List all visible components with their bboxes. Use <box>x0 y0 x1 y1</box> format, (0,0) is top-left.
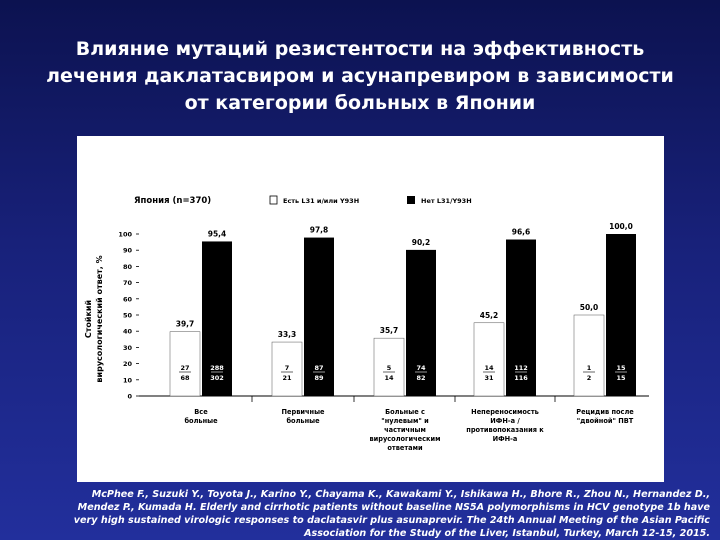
bar-value-label: 97,8 <box>309 225 329 235</box>
x-category-label-line: вирусологическим <box>369 435 441 443</box>
legend-swatch-present <box>270 196 277 204</box>
chart-panel <box>77 136 664 482</box>
bar-count-total: 116 <box>514 374 528 382</box>
x-category-label-line: больные <box>184 417 218 425</box>
bar-count-responders: 14 <box>484 364 494 372</box>
bar-count-total: 302 <box>210 374 224 382</box>
y-axis-label-line: вирусологический ответ, % <box>95 255 104 383</box>
bar-with-mutation <box>474 323 504 396</box>
x-category-label <box>369 408 440 452</box>
x-category-label-line: ответами <box>387 444 423 452</box>
bar-count-responders: 1 <box>586 364 592 372</box>
bar-value-label: 96,6 <box>511 227 531 237</box>
x-category-label-line: Первичные <box>281 408 325 416</box>
x-category-label-line: "двойной" ПВТ <box>576 417 634 425</box>
x-category-label-line: частичным <box>384 426 426 434</box>
y-tick-label: 70 <box>122 279 132 288</box>
bar-count-responders: 15 <box>616 364 626 372</box>
citation-line: very high sustained virologic responses to daclatasvir plus asunaprevir. The 24th Annual Meeting of the Asian Pacific <box>73 515 710 526</box>
y-tick-label: 40 <box>122 327 132 336</box>
citation-line: Mendez P., Kumada H. Elderly and cirrhotic patients without baseline NS5A polymorphisms in HCV genotype 1b have <box>77 502 710 513</box>
x-category-label-line: Больные с <box>385 408 425 416</box>
x-category-label <box>466 408 544 443</box>
x-category-label-line: Непереносимость <box>471 408 539 416</box>
y-tick-label: 60 <box>122 295 132 304</box>
bar-with-mutation <box>574 315 604 396</box>
slide-title-line: от категории больных в Японии <box>184 92 536 114</box>
bar-count-total: 68 <box>180 374 190 382</box>
slide-title-line: Влияние мутаций резистентости на эффективность <box>75 38 645 60</box>
y-tick-label: 90 <box>122 246 132 255</box>
bar-value-label: 50,0 <box>579 303 599 312</box>
citation-line: McPhee F., Suzuki Y., Toyota J., Karino Y., Chayama K., Kawakami Y., Ishikawa H., Bhore R., Zhou N., Hernandez D., <box>91 489 710 500</box>
x-category-label <box>281 408 325 425</box>
y-tick-label: 50 <box>122 311 132 320</box>
x-category-label-line: "нулевым" и <box>381 417 429 425</box>
bar-count-total: 82 <box>416 374 426 382</box>
y-axis-label <box>84 255 104 382</box>
bar-value-label: 35,7 <box>379 326 399 336</box>
x-category-label <box>576 408 634 425</box>
x-category-label-line: Все <box>194 408 208 416</box>
bar-count-total: 21 <box>282 374 292 382</box>
y-tick-label: 20 <box>122 360 132 369</box>
bar-count-total: 2 <box>586 374 592 382</box>
x-category-label <box>184 408 218 425</box>
x-category-label-line: ИФН-a / <box>490 417 520 425</box>
citation <box>10 488 710 540</box>
bar-count-responders: 27 <box>180 364 190 372</box>
x-category-label-line: Рецидив после <box>576 408 634 416</box>
y-axis-label-line: Стойкий <box>84 299 93 339</box>
bar-count-responders: 74 <box>416 364 426 372</box>
bar-count-total: 14 <box>384 374 394 382</box>
bar-without-mutation <box>202 241 232 396</box>
bar-without-mutation <box>506 240 536 396</box>
citation-line: Association for the Study of the Liver, Istanbul, Turkey, March 12-15, 2015. <box>304 528 710 539</box>
bar-value-label: 100,0 <box>609 222 633 231</box>
bar-count-responders: 112 <box>514 364 528 372</box>
legend-label-absent: Нет L31/Y93H <box>421 197 472 205</box>
x-category-label-line: больные <box>286 417 320 425</box>
bar-count-total: 31 <box>484 374 494 382</box>
legend-label-present: Есть L31 и/или Y93H <box>283 197 360 205</box>
bar-count-responders: 7 <box>284 364 290 372</box>
bar-count-total: 89 <box>314 374 324 382</box>
x-category-label-line: противопоказания к <box>466 426 544 434</box>
bar-value-label: 95,4 <box>207 229 227 239</box>
bar-count-responders: 87 <box>314 364 324 372</box>
bar-count-total: 15 <box>616 374 626 382</box>
slide-title-line: лечения даклатасвиром и асунапревиром в зависимости <box>46 65 674 87</box>
slide-title <box>10 36 710 117</box>
legend-swatch-absent <box>407 196 415 204</box>
y-tick-label: 0 <box>127 392 132 401</box>
y-tick-label: 100 <box>118 230 132 239</box>
bar-value-label: 33,3 <box>277 330 297 340</box>
y-tick-label: 30 <box>122 343 132 352</box>
bar-count-responders: 288 <box>210 364 224 372</box>
bar-count-responders: 5 <box>386 364 392 372</box>
bar-chart <box>77 136 664 482</box>
x-category-label-line: ИФН-а <box>492 435 518 443</box>
y-tick-label: 10 <box>122 376 132 385</box>
bar-value-label: 39,7 <box>175 319 195 329</box>
bar-value-label: 45,2 <box>479 310 499 320</box>
chart-title: Япония (n=370) <box>134 196 212 206</box>
y-tick-label: 80 <box>122 262 132 271</box>
bar-value-label: 90,2 <box>411 237 431 247</box>
